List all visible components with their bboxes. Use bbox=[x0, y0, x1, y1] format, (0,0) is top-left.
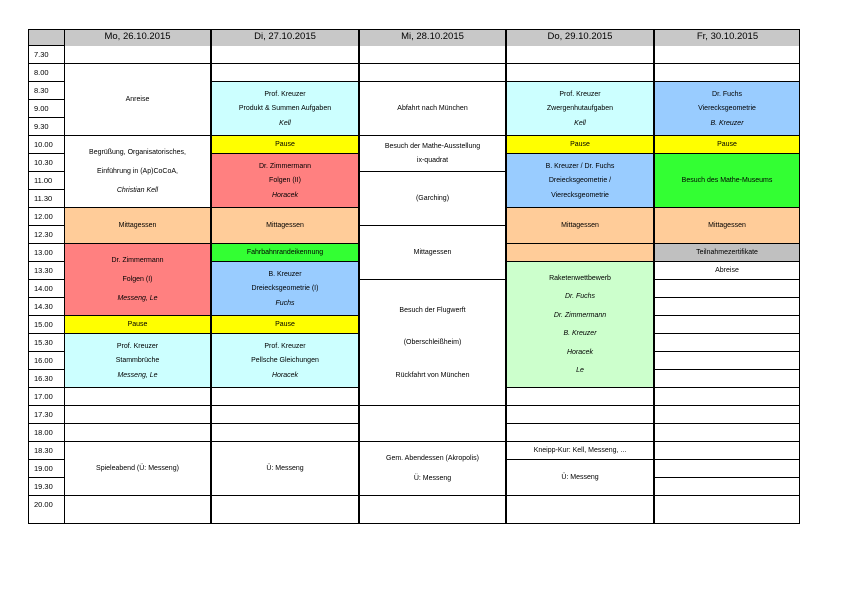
schedule-cell bbox=[64, 244, 211, 316]
day-header: Mo, 26.10.2015 bbox=[64, 29, 211, 46]
time-label: 19.00 bbox=[28, 460, 64, 478]
time-label: 16.30 bbox=[28, 370, 64, 388]
schedule-cell bbox=[506, 208, 654, 244]
time-label: 15.00 bbox=[28, 316, 64, 334]
cell-text: Ü: Messeng bbox=[561, 474, 599, 481]
schedule-cell bbox=[211, 208, 359, 244]
schedule-cell bbox=[506, 136, 654, 154]
cell-text: Dreiecksgeometrie (I) bbox=[251, 285, 319, 292]
column-separator bbox=[359, 29, 361, 524]
day-header: Do, 29.10.2015 bbox=[506, 29, 654, 46]
cell-text: Einführung in (Ap)CoCoA, bbox=[97, 168, 178, 175]
schedule-cell bbox=[654, 352, 800, 370]
schedule-cell bbox=[211, 262, 359, 316]
day-header: Mi, 28.10.2015 bbox=[359, 29, 506, 46]
schedule-cell bbox=[64, 64, 211, 136]
time-label: 9.30 bbox=[28, 118, 64, 136]
cell-text: Pause bbox=[570, 141, 590, 148]
cell-text: Kell bbox=[574, 119, 586, 127]
cell-text: (Garching) bbox=[415, 195, 450, 202]
column-separator bbox=[211, 29, 213, 524]
schedule-cell bbox=[654, 154, 800, 208]
schedule-cell bbox=[506, 406, 654, 424]
schedule-cell bbox=[654, 244, 800, 262]
schedule-cell bbox=[211, 64, 359, 82]
schedule-cell bbox=[654, 46, 800, 64]
schedule-cell bbox=[64, 406, 211, 424]
cell-text: Rückfahrt von München bbox=[395, 371, 470, 379]
cell-text: Vierecksgeometrie bbox=[551, 191, 609, 199]
time-label: 17.30 bbox=[28, 406, 64, 424]
cell-text: Kneipp-Kur: Kell, Messeng, ... bbox=[533, 447, 627, 454]
schedule-cell bbox=[64, 46, 211, 64]
cell-text: Abfahrt nach München bbox=[397, 105, 468, 112]
cell-text: Ü: Messeng bbox=[413, 474, 452, 482]
weekly-schedule-table bbox=[28, 29, 800, 524]
schedule-cell bbox=[64, 208, 211, 244]
time-label: 19.30 bbox=[28, 478, 64, 496]
time-label: 18.30 bbox=[28, 442, 64, 460]
cell-text: B. Kreuzer bbox=[710, 119, 744, 127]
schedule-cell bbox=[506, 424, 654, 442]
schedule-cell bbox=[654, 388, 800, 406]
schedule-cell bbox=[359, 172, 506, 226]
cell-text: Mittagessen bbox=[118, 222, 157, 229]
schedule-cell bbox=[654, 406, 800, 424]
cell-text: Pellsche Gleichungen bbox=[251, 357, 319, 364]
cell-text: Horacek bbox=[271, 191, 299, 199]
column-separator bbox=[506, 29, 508, 524]
time-label: 16.00 bbox=[28, 352, 64, 370]
time-label: 20.00 bbox=[34, 500, 53, 509]
schedule-cell bbox=[211, 334, 359, 388]
cell-text: Spieleabend (Ü: Messeng) bbox=[96, 465, 179, 472]
schedule-cell bbox=[654, 136, 800, 154]
cell-text: B. Kreuzer bbox=[563, 330, 597, 338]
schedule-cell bbox=[359, 496, 506, 524]
schedule-cell bbox=[211, 244, 359, 262]
schedule-cell bbox=[506, 496, 654, 524]
cell-text: Prof. Kreuzer bbox=[116, 342, 159, 350]
time-label: 8.30 bbox=[28, 82, 64, 100]
cell-text: Dr. Fuchs bbox=[564, 293, 596, 301]
cell-text: Dreiecksgeometrie / bbox=[548, 177, 612, 184]
cell-text: Messeng, Le bbox=[117, 371, 158, 379]
cell-text: Dr. Zimmermann bbox=[111, 257, 164, 264]
cell-text: Kell bbox=[279, 119, 291, 127]
cell-text: Gem. Abendessen (Akropolis) bbox=[386, 455, 479, 463]
time-label: 9.00 bbox=[28, 100, 64, 118]
schedule-cell bbox=[359, 442, 506, 496]
cell-text: ix-quadrat bbox=[416, 156, 449, 164]
schedule-cell bbox=[654, 370, 800, 388]
schedule-cell bbox=[654, 478, 800, 496]
cell-text: Mittagessen bbox=[561, 222, 599, 229]
cell-text: Pause bbox=[717, 141, 737, 148]
schedule-cell bbox=[211, 424, 359, 442]
cell-text: Prof. Kreuzer bbox=[559, 90, 601, 98]
time-label: 10.30 bbox=[28, 154, 64, 172]
schedule-cell bbox=[211, 496, 359, 524]
cell-text: Vierecksgeometrie bbox=[698, 105, 756, 112]
cell-text: Anreise bbox=[125, 96, 150, 103]
schedule-cell bbox=[211, 82, 359, 136]
cell-text: Begrüßung, Organisatorisches, bbox=[89, 149, 186, 156]
schedule-cell bbox=[211, 388, 359, 406]
schedule-cell bbox=[359, 46, 506, 64]
schedule-cell bbox=[654, 298, 800, 316]
schedule-cell bbox=[506, 64, 654, 82]
column-separator bbox=[654, 29, 656, 524]
time-label: 14.00 bbox=[28, 280, 64, 298]
cell-text: Stammbrüche bbox=[115, 357, 160, 364]
schedule-cell bbox=[211, 136, 359, 154]
column-separator bbox=[64, 29, 66, 524]
schedule-cell bbox=[359, 226, 506, 280]
schedule-cell bbox=[64, 442, 211, 496]
cell-text: Fahrbahnrandeikennung bbox=[246, 249, 324, 256]
schedule-cell bbox=[359, 280, 506, 406]
cell-text: Dr. Fuchs bbox=[712, 90, 742, 98]
time-label: 17.00 bbox=[28, 388, 64, 406]
schedule-cell bbox=[211, 316, 359, 334]
time-label: 12.00 bbox=[28, 208, 64, 226]
schedule-cell bbox=[359, 406, 506, 442]
schedule-cell bbox=[654, 424, 800, 442]
schedule-cell bbox=[211, 46, 359, 64]
schedule-cell bbox=[654, 442, 800, 460]
schedule-cell bbox=[64, 316, 211, 334]
cell-text: Produkt & Summen Aufgaben bbox=[238, 105, 332, 112]
cell-text: Besuch der Mathe-Ausstellung bbox=[384, 143, 481, 151]
cell-text: Raketenwettbewerb bbox=[549, 274, 611, 282]
schedule-cell bbox=[64, 388, 211, 406]
cell-text: B. Kreuzer bbox=[268, 270, 302, 278]
cell-text: Pause bbox=[275, 321, 295, 328]
schedule-cell bbox=[64, 496, 211, 524]
cell-text: Ü: Messeng bbox=[266, 465, 304, 472]
schedule-cell bbox=[506, 388, 654, 406]
time-label: 11.30 bbox=[28, 190, 64, 208]
cell-text: Prof. Kreuzer bbox=[264, 342, 306, 350]
time-label: 7.30 bbox=[28, 46, 64, 64]
cell-text: Teilnahmezertifikate bbox=[696, 249, 758, 256]
schedule-cell bbox=[654, 460, 800, 478]
cell-text: Mittagessen bbox=[708, 222, 746, 229]
schedule-cell bbox=[654, 316, 800, 334]
time-label: 18.00 bbox=[28, 424, 64, 442]
time-label: 10.00 bbox=[28, 136, 64, 154]
cell-text: Pause bbox=[127, 321, 148, 328]
cell-text: Besuch der Flugwerft bbox=[399, 306, 466, 314]
schedule-cell bbox=[654, 208, 800, 244]
schedule-cell bbox=[64, 136, 211, 208]
cell-text: Le bbox=[576, 367, 584, 375]
schedule-cell bbox=[64, 424, 211, 442]
schedule-cell bbox=[506, 262, 654, 388]
schedule-cell bbox=[359, 64, 506, 82]
cell-text: Mittagessen bbox=[266, 222, 304, 229]
schedule-cell bbox=[506, 442, 654, 460]
cell-text: Besuch des Mathe-Museums bbox=[681, 177, 773, 184]
time-label: 11.00 bbox=[28, 172, 64, 190]
schedule-cell bbox=[211, 406, 359, 424]
cell-text: Folgen (I) bbox=[122, 276, 153, 283]
cell-text: Mittagessen bbox=[413, 249, 452, 256]
schedule-cell bbox=[654, 496, 800, 524]
cell-text: B. Kreuzer / Dr. Fuchs bbox=[545, 162, 615, 170]
time-label: 13.30 bbox=[28, 262, 64, 280]
schedule-cell bbox=[654, 82, 800, 136]
schedule-cell bbox=[506, 82, 654, 136]
schedule-cell bbox=[506, 460, 654, 496]
time-label: 13.00 bbox=[28, 244, 64, 262]
day-header: Di, 27.10.2015 bbox=[211, 29, 359, 46]
cell-text: Horacek bbox=[271, 371, 299, 379]
schedule-cell bbox=[654, 64, 800, 82]
schedule-cell bbox=[211, 154, 359, 208]
schedule-cell bbox=[654, 334, 800, 352]
cell-text: Pause bbox=[275, 141, 295, 148]
schedule-cell bbox=[359, 136, 506, 172]
schedule-cell bbox=[506, 46, 654, 64]
schedule-cell bbox=[64, 334, 211, 388]
day-header: Fr, 30.10.2015 bbox=[654, 29, 800, 46]
cell-text: Messeng, Le bbox=[117, 295, 158, 302]
schedule-cell bbox=[506, 244, 654, 262]
cell-text: Prof. Kreuzer bbox=[264, 90, 306, 98]
cell-text: (Oberschleißheim) bbox=[403, 339, 462, 346]
cell-text: Dr. Zimmermann bbox=[258, 162, 312, 170]
cell-text: Dr. Zimmermann bbox=[553, 311, 607, 319]
cell-text: Abreise bbox=[715, 267, 739, 274]
schedule-cell bbox=[211, 442, 359, 496]
cell-text: Christian Kell bbox=[116, 187, 159, 194]
time-label: 8.00 bbox=[28, 64, 64, 82]
cell-text: Fuchs bbox=[275, 299, 295, 307]
time-label: 12.30 bbox=[28, 226, 64, 244]
schedule-cell bbox=[654, 262, 800, 280]
cell-text: Zwergenhutaufgaben bbox=[546, 105, 614, 112]
schedule-cell bbox=[654, 280, 800, 298]
cell-text: Horacek bbox=[566, 348, 594, 356]
schedule-cell bbox=[359, 82, 506, 136]
time-label: 15.30 bbox=[28, 334, 64, 352]
cell-text: Folgen (II) bbox=[269, 177, 301, 184]
schedule-cell bbox=[506, 154, 654, 208]
time-label: 14.30 bbox=[28, 298, 64, 316]
